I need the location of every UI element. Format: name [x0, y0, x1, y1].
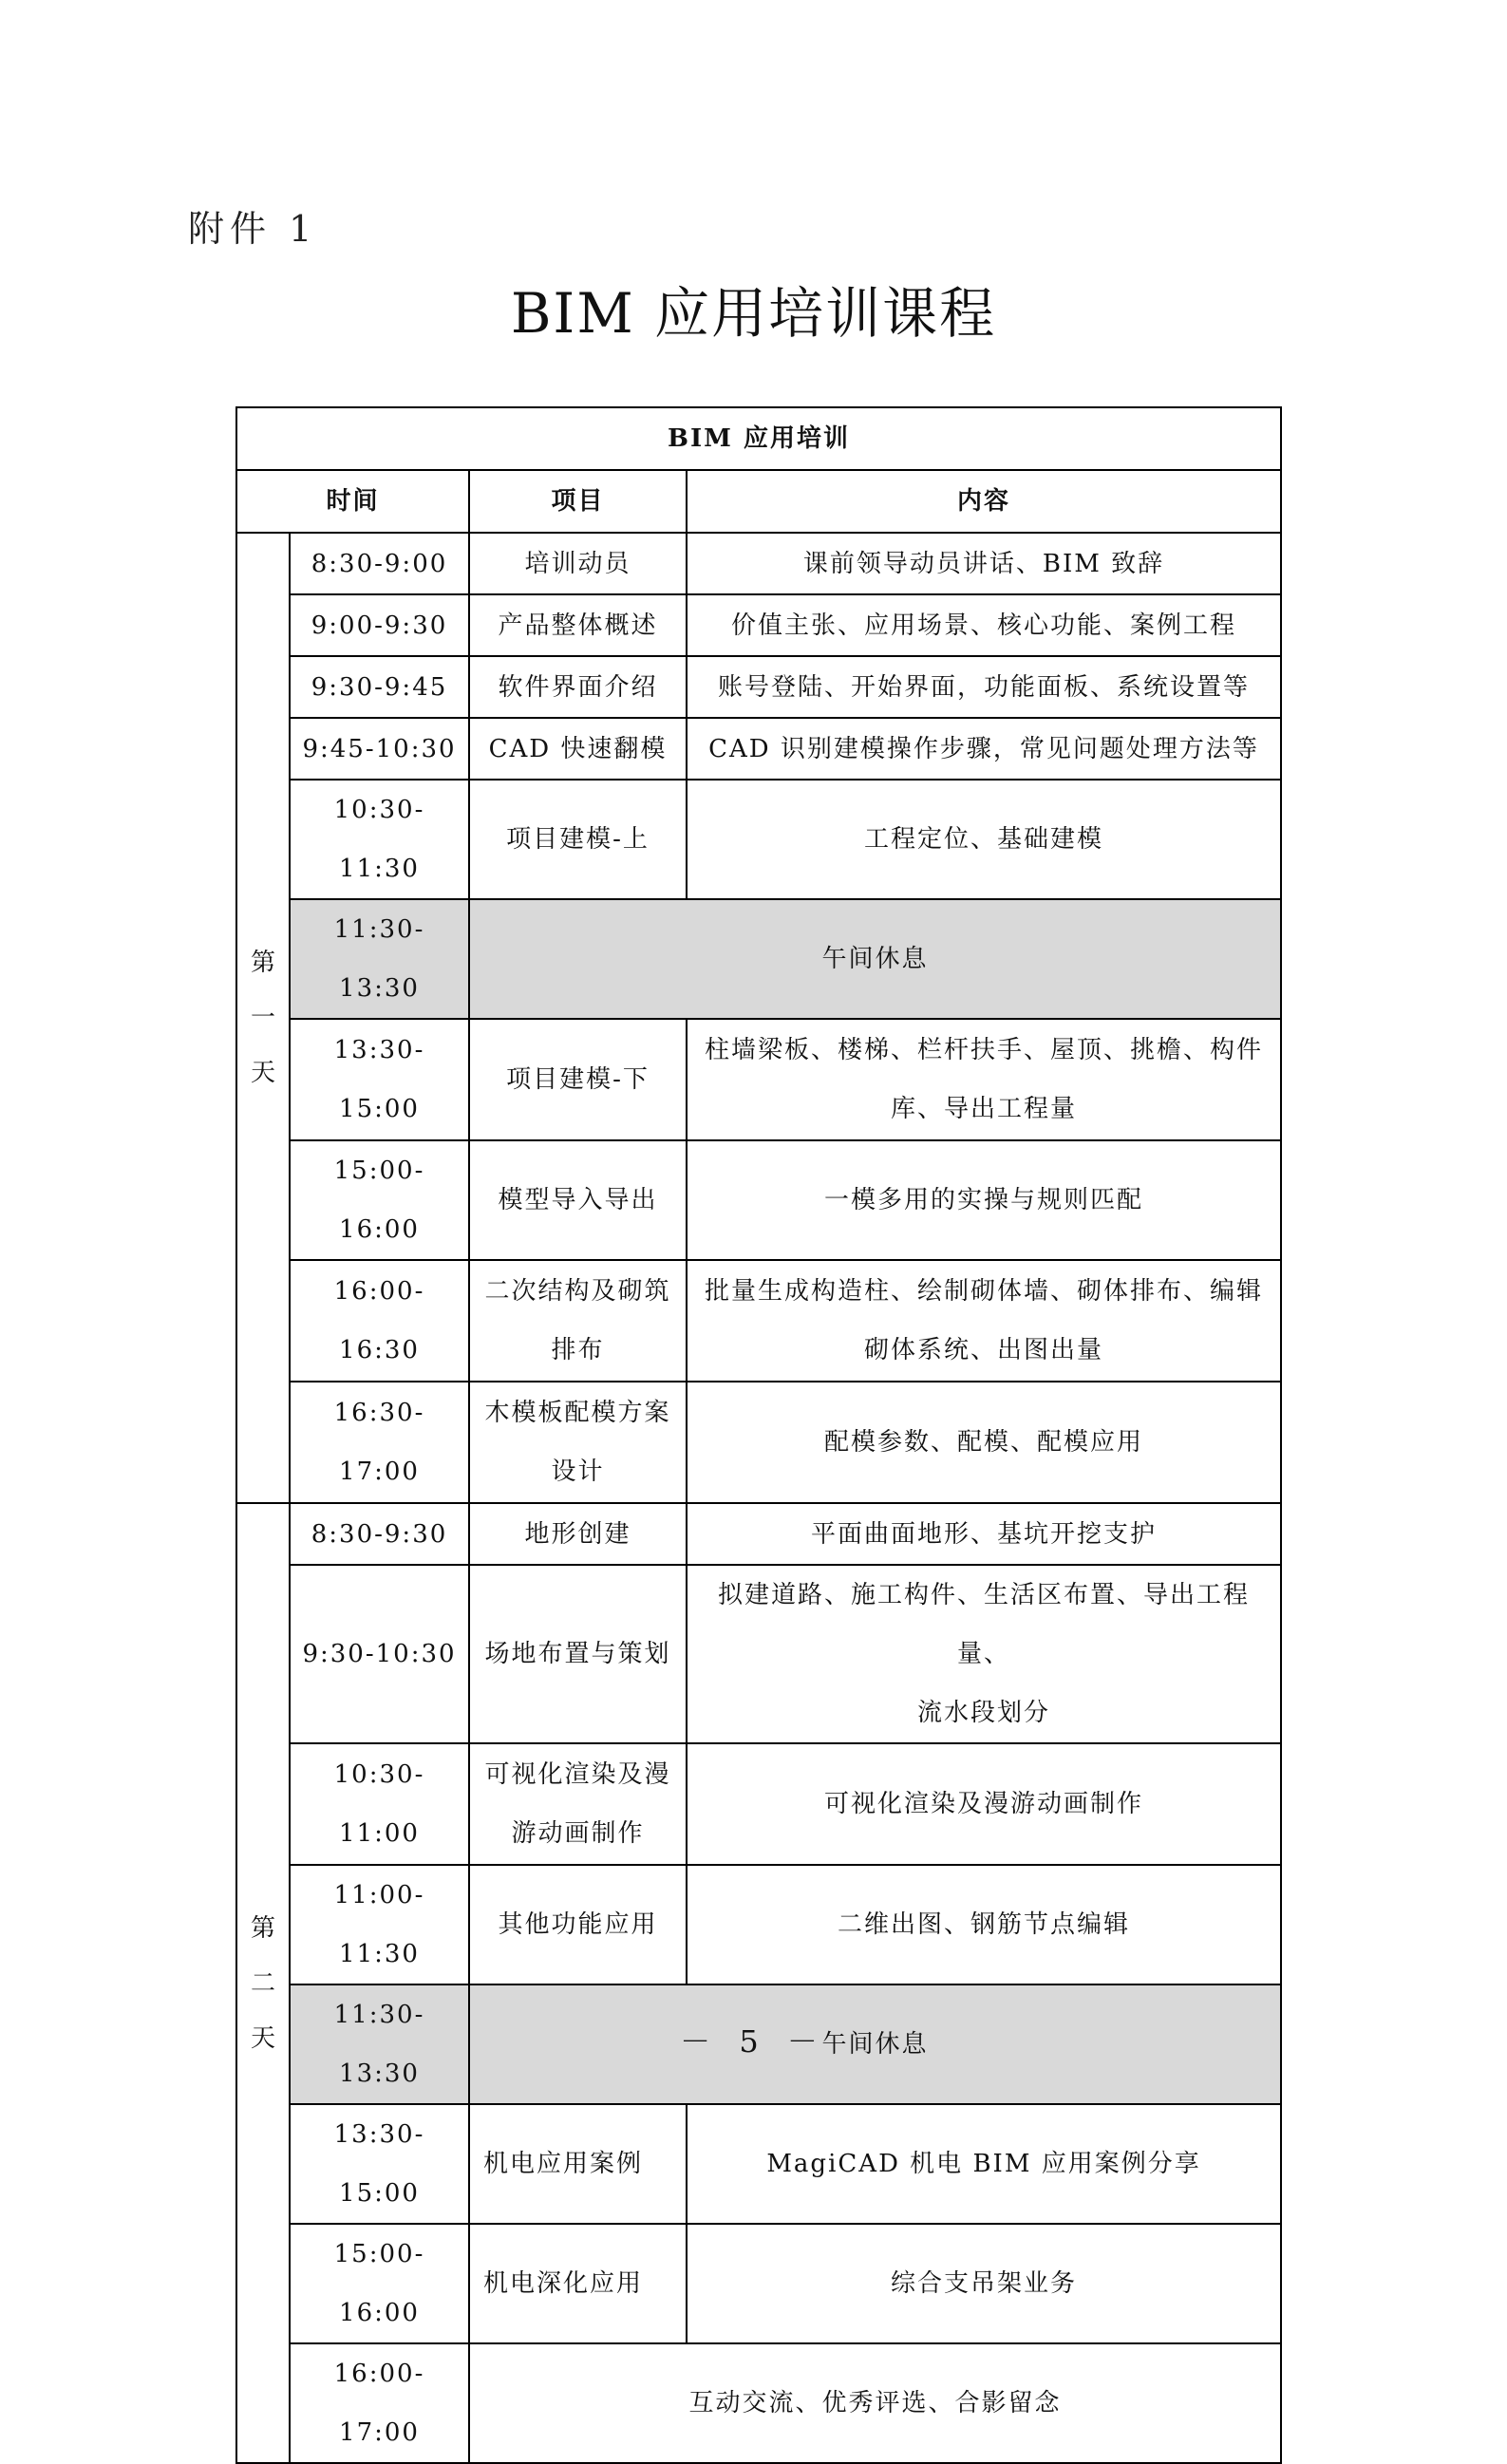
attachment-label: 附件 1	[188, 208, 318, 250]
training-schedule-table	[235, 406, 1282, 2464]
time-cell: 9:00-9:30	[290, 594, 469, 656]
item-cell: 地形创建	[469, 1503, 687, 1565]
time-cell: 11:00-11:30	[290, 1865, 469, 1984]
item-cell	[469, 1743, 687, 1865]
content-cell: 配模参数、配模、配模应用	[687, 1382, 1281, 1503]
merged-cell: 互动交流、优秀评选、合影留念	[469, 2343, 1281, 2463]
table-row	[236, 594, 1281, 656]
content-line: 批量生成构造柱、绘制砌体墙、砌体排布、编辑	[705, 1277, 1264, 1306]
day-label-char: 二	[250, 1968, 275, 1998]
header-item: 项目	[469, 470, 687, 533]
item-cell: 软件界面介绍	[469, 656, 687, 718]
time-cell: 13:30-15:00	[290, 1019, 469, 1140]
content-cell: 二维出图、钢筋节点编辑	[687, 1865, 1281, 1984]
item-line: 可视化渲染及漫	[484, 1760, 671, 1789]
time-cell: 16:00-16:30	[290, 1260, 469, 1382]
table-row	[236, 1260, 1281, 1382]
table-row	[236, 533, 1281, 594]
item-line: 游动画制作	[511, 1819, 645, 1848]
content-cell: 平面曲面地形、基坑开挖支护	[687, 1503, 1281, 1565]
table-caption-row	[236, 407, 1281, 470]
content-cell: 综合支吊架业务	[687, 2224, 1281, 2343]
content-line: 砌体系统、出图出量	[864, 1336, 1104, 1364]
content-cell	[687, 1565, 1281, 1743]
table-row	[236, 2224, 1281, 2343]
content-line: 柱墙梁板、楼梯、栏杆扶手、屋顶、挑檐、构件	[705, 1036, 1264, 1064]
table-row	[236, 1019, 1281, 1140]
content-cell: 课前领导动员讲话、BIM 致辞	[687, 533, 1281, 594]
table-row	[236, 718, 1281, 780]
item-cell: 项目建模-上	[469, 780, 687, 899]
table-row	[236, 899, 1281, 1019]
item-cell: 产品整体概述	[469, 594, 687, 656]
time-cell: 9:45-10:30	[290, 718, 469, 780]
time-cell: 10:30-11:00	[290, 1743, 469, 1865]
time-cell: 9:30-10:30	[290, 1565, 469, 1743]
document-title: BIM 应用培训课程	[510, 281, 997, 346]
day-one-label	[236, 533, 290, 1503]
content-cell	[687, 1260, 1281, 1382]
content-cell: 价值主张、应用场景、核心功能、案例工程	[687, 594, 1281, 656]
day-label-char: 一	[250, 1004, 275, 1032]
time-cell: 11:30-13:30	[290, 1984, 469, 2104]
time-cell: 10:30-11:30	[290, 780, 469, 899]
time-cell: 16:30-17:00	[290, 1382, 469, 1503]
time-cell: 16:00-17:00	[290, 2343, 469, 2463]
table-caption: BIM 应用培训	[236, 407, 1281, 470]
item-cell: 培训动员	[469, 533, 687, 594]
item-cell: 其他功能应用	[469, 1865, 687, 1984]
content-line: 流水段划分	[917, 1699, 1051, 1727]
item-cell	[469, 1382, 687, 1503]
day-label-char: 第	[250, 949, 275, 977]
time-cell: 9:30-9:45	[290, 656, 469, 718]
day-label-char: 天	[250, 1059, 275, 1087]
item-cell: 机电深化应用	[469, 2224, 687, 2343]
item-line: 设计	[551, 1458, 605, 1486]
content-cell	[687, 1019, 1281, 1140]
table-row	[236, 780, 1281, 899]
item-cell: 场地布置与策划	[469, 1565, 687, 1743]
table-row	[236, 1503, 1281, 1565]
item-line: 排布	[551, 1336, 605, 1364]
time-cell: 15:00-16:00	[290, 2224, 469, 2343]
page-number: － 5 －	[680, 2023, 827, 2060]
content-cell: MagiCAD 机电 BIM 应用案例分享	[687, 2104, 1281, 2224]
table-row	[236, 2104, 1281, 2224]
time-cell: 8:30-9:30	[290, 1503, 469, 1565]
table-row	[236, 1865, 1281, 1984]
item-cell: 模型导入导出	[469, 1140, 687, 1260]
item-cell	[469, 1260, 687, 1382]
content-cell: 账号登陆、开始界面，功能面板、系统设置等	[687, 656, 1281, 718]
table-row	[236, 2343, 1281, 2463]
table-row	[236, 656, 1281, 718]
item-cell: CAD 快速翻模	[469, 718, 687, 780]
item-line: 二次结构及砌筑	[484, 1277, 671, 1306]
content-line: 库、导出工程量	[891, 1095, 1078, 1123]
item-cell: 项目建模-下	[469, 1019, 687, 1140]
content-cell: 工程定位、基础建模	[687, 780, 1281, 899]
item-cell: 机电应用案例	[469, 2104, 687, 2224]
time-cell: 13:30-15:00	[290, 2104, 469, 2224]
content-cell: 可视化渲染及漫游动画制作	[687, 1743, 1281, 1865]
day-label-char: 天	[250, 2023, 275, 2053]
merged-cell: 午间休息	[469, 1984, 1281, 2104]
day-two-label	[236, 1503, 290, 2463]
header-content: 内容	[687, 470, 1281, 533]
content-cell: 一模多用的实操与规则匹配	[687, 1140, 1281, 1260]
table-row	[236, 1140, 1281, 1260]
item-line: 木模板配模方案	[484, 1399, 671, 1427]
content-line: 拟建道路、施工构件、生活区布置、导出工程量、	[718, 1581, 1251, 1668]
day-label-char: 第	[250, 1913, 275, 1943]
table-row	[236, 1382, 1281, 1503]
table-header-row	[236, 470, 1281, 533]
time-cell: 11:30-13:30	[290, 899, 469, 1019]
table-row	[236, 1743, 1281, 1865]
content-cell: CAD 识别建模操作步骤，常见问题处理方法等	[687, 718, 1281, 780]
time-cell: 15:00-16:00	[290, 1140, 469, 1260]
merged-cell: 午间休息	[469, 899, 1281, 1019]
header-time: 时间	[236, 470, 469, 533]
table-row	[236, 1565, 1281, 1743]
time-cell: 8:30-9:00	[290, 533, 469, 594]
